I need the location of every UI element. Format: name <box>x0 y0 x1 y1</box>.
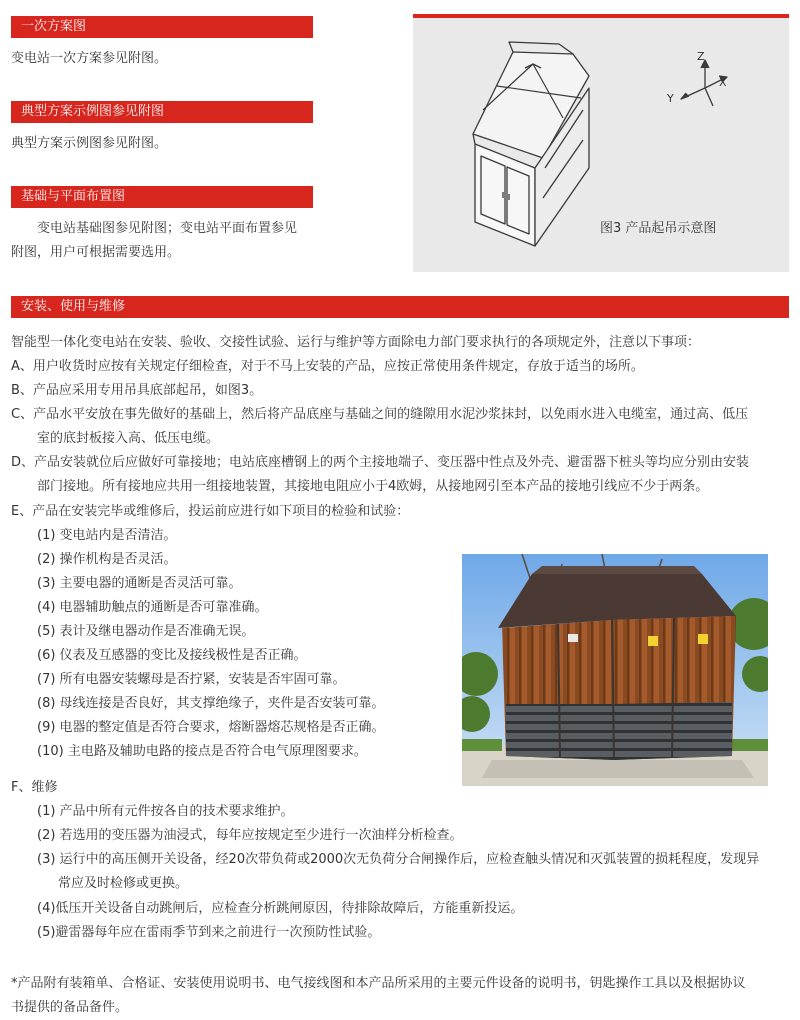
section-header-foundation: 基础与平面布置图 <box>11 186 313 208</box>
check-item: (2) 操作机构是否灵活。 <box>37 552 177 567</box>
foundation-text-line1: 变电站基础图参见附图；变电站平面布置参见 <box>37 221 298 236</box>
install-item-e: E、产品在安装完毕或维修后，投运前应进行如下项目的检验和试验： <box>11 504 410 519</box>
axis-y-label: Y <box>667 92 674 105</box>
maintenance-item: (1) 产品中所有元件按各自的技术要求维护。 <box>37 804 294 819</box>
maintenance-heading: F、维修 <box>11 780 58 795</box>
footnote-line1: *产品附有装箱单、合格证、安装使用说明书、电气接线图和本产品所采用的主要元件设备的说明书，钥匙操作工具以及根据协议 <box>11 976 746 991</box>
maintenance-item: (5)避雷器每年应在雷雨季节到来之前进行一次预防性试验。 <box>37 925 381 940</box>
install-item-c-line2: 室的底封板接入高、低压电缆。 <box>37 431 220 446</box>
check-item: (1) 变电站内是否清洁。 <box>37 528 177 543</box>
check-item: (7) 所有电器安装螺母是否拧紧，安装是否牢固可靠。 <box>37 672 346 687</box>
maintenance-item: (2) 若选用的变压器为油浸式，每年应按规定至少进行一次油样分析检查。 <box>37 828 463 843</box>
substation-illustration <box>462 554 768 786</box>
check-item: (6) 仪表及互感器的变比及接线极性是否正确。 <box>37 648 307 663</box>
check-item: (8) 母线连接是否良好，其支撑绝缘子，夹件是否安装可靠。 <box>37 696 385 711</box>
axis-z-label: Z <box>697 50 705 63</box>
install-item-a: A、用户收货时应按有关规定仔细检查，对于不马上安装的产品，应按正常使用条件规定，存放于适当的场所。 <box>11 359 644 374</box>
primary-scheme-text: 变电站一次方案参见附图。 <box>11 51 168 66</box>
typical-scheme-text: 典型方案示例图参见附图。 <box>11 136 168 151</box>
install-item-c-line1: C、产品水平安放在事先做好的基础上，然后将产品底座与基础之间的缝隙用水泥沙浆抹封，以免雨水进入电缆室，通过高、低压 <box>11 407 749 422</box>
section-header-install: 安装、使用与维修 <box>11 296 789 318</box>
footnote-line2: 书提供的备品备件。 <box>11 1000 129 1015</box>
install-item-d-line1: D、产品安装就位后应做好可靠接地；电站底座槽钢上的两个主接地端子、变压器中性点及外壳、避雷器下桩头等均应分别由安装 <box>11 455 750 470</box>
check-item: (10) 主电路及辅助电路的接点是否符合电气原理图要求。 <box>37 744 367 759</box>
maintenance-item: (3) 运行中的高压侧开关设备，经20次带负荷或2000次无负荷分合闸操作后，应检查触头情况和灭弧装置的损耗程度，发现异 <box>37 852 760 867</box>
section-header-primary-scheme: 一次方案图 <box>11 16 313 38</box>
maintenance-item-continued: 常应及时检修或更换。 <box>58 876 189 891</box>
product-photo <box>462 554 768 786</box>
maintenance-item: (4)低压开关设备自动跳闸后，应检查分析跳闸原因，待排除故障后，方能重新投运。 <box>37 901 524 916</box>
install-intro: 智能型一体化变电站在安装、验收、交接性试验、运行与维护等方面除电力部门要求执行的各项规定外，注意以下事项： <box>11 335 701 350</box>
section-header-typical-scheme: 典型方案示例图参见附图 <box>11 101 313 123</box>
check-item: (5) 表计及继电器动作是否准确无误。 <box>37 624 255 639</box>
figure-caption: 图3 产品起吊示意图 <box>600 221 717 236</box>
check-item: (3) 主要电器的通断是否灵活可靠。 <box>37 576 242 591</box>
install-item-b: B、产品应采用专用吊具底部起吊，如图3。 <box>11 383 263 398</box>
axis-x-label: X <box>719 76 727 89</box>
install-item-d-line2: 部门接地。所有接地应共用一组接地装置，其接地电阻应小于4欧姆，从接地网引至本产品的接地引线应不少于两条。 <box>37 479 709 494</box>
lifting-figure <box>413 14 789 272</box>
foundation-text-line2: 附图，用户可根据需要选用。 <box>11 245 181 260</box>
check-item: (9) 电器的整定值是否符合要求，熔断器熔芯规格是否正确。 <box>37 720 385 735</box>
check-item: (4) 电器辅助触点的通断是否可靠准确。 <box>37 600 268 615</box>
